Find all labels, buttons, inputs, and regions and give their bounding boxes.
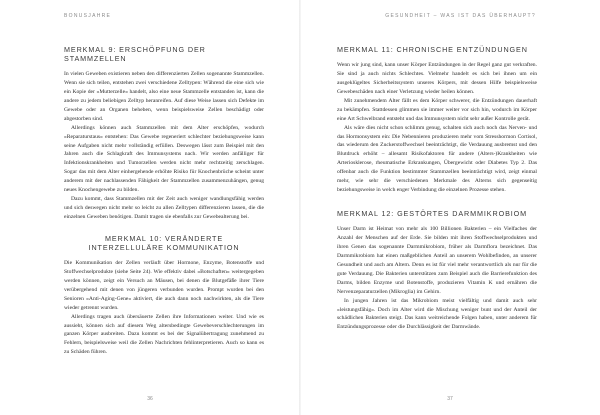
- section-heading-merkmal-12: MERKMAL 12: GESTÖRTES DARMMIKROBIOM: [337, 209, 528, 219]
- heading-line: INTERZELLULÄRE KOMMUNIKATION: [88, 242, 240, 252]
- section-heading-merkmal-9: MERKMAL 9: ERSCHÖPFUNG DER STAMMZELLEN: [64, 45, 206, 63]
- paragraph: Allerdings tragen auch übersäuerte Zellen ihre Informationen weiter. Und wie es aussieht, können sich auf diesem Weg altersbedingte Gewebeverschlechterungen im ganzen Körper ausbreiten. Dazu kommt es bei der Signalübertragung zunehmend zu Fehlern, beispielsweise weil die Zellen Nachrichten fehlinterpretieren. Auch so kann es zu Schäden führen.: [64, 313, 264, 356]
- paragraph: Allerdings können auch Stammzellen mit dem Alter erschöpfen, wodurch »Reparaturstaus« entstehen: Das Gewebe regeneriert schlechter beziehungsweise kann seine Aufgaben nicht mehr vollständig erfüllen. Deswegen lässt zum Beispiel mit den Jahren auch die Schlagkraft des Immunsystems nach. Wir werden anfälliger für Infektionskrankheiten und Tumorzellen werden nicht mehr rechtzeitig zerschlagen. Sogar das mit dem Alter einhergehende erhöhte Risiko für Knochenbrüche scheint unter anderem mit der nachlassenden Fähigkeit der Stammzellen zusammenzuhängen, genug neues Knochengewebe zu bilden.: [64, 124, 264, 194]
- left-page-content: [64, 32, 264, 357]
- paragraph: Die Kommunikation der Zellen verläuft über Hormone, Enzyme, Botenstoffe und Stoffwechselprodukte (siehe Seite 24). Wie effektiv dabei »Botschaften« weitergegeben werden können, zeigt ein Versuch an Mäusen, bei denen die Blutgefäße ihrer Tiere verübergehend mit denen von jüngeren verbunden wurden. Prompt wurden bei den Senioren »Anti-Aging-Gene« aktiviert, die auch dann noch nachwirkten, als die Tiere wieder getrennt wurden.: [64, 259, 264, 311]
- paragraph: Dazu kommt, dass Stammzellen mit der Zeit auch weniger wandlungsfähig werden und sich deswegen nicht mehr so leicht zu allen Zelltypen differenzieren lassen, die die einzelnen Geweben benötigen. Damit tragen sie ebenfalls zur Gewebealterung bei.: [64, 196, 264, 220]
- paragraph: Unser Darm ist Heimat von mehr als 100 Billionen Bakterien – ein Vielfaches der Anzahl der Menschen auf der Erde. Sie bilden mit ihren Stoffwechselprodukten und ihren Genen das sogenannte Darmmikrobiom, früher als Darmflora bezeichnet. Das Darmmikrobiom hat einen maßgeblichen Anteil an unserem Wohlbefinden, an unserer Gesundheit und auch am Altern. Denn es ist für viel mehr verantwortlich als nur für die gute Verdauung. Die Bakterien unterstützen zum Beispiel auch die Barrierefunktion des Darms, bilden Enzyme und Botenstoffe, produzieren Vitamin K und ernähren die Nervenzeparaturzellen (Mikroglia) im Gehirn.: [337, 226, 537, 295]
- right-page: [300, 0, 600, 415]
- paragraph: Als wäre dies nicht schon schlimm genug, schalten sich auch noch das Nerven- und das Hormonsystem ein: Die Nebennieren produzieren mehr vom Stresshormon Cortisol, das wiederum den Zuckerstoffwechsel beeinträchtigt, die Verdauung ausbremst und den Blutdruck erhöht – allesamt Risikofaktoren für andere (Alters-)Krankheiten wie Arteriosklerose, rheumatische Erkrankungen, Übergewicht oder Diabetes Typ 2. Das offenbar auch die Funktion bestimmter Stammzellen beeinträchtigt wird, zeigt einmal mehr, wie sehr die verschiedenen Merkmale des Alterns sich gegenseitig beziehungsweise in welch enger Verbindung die einzelnen Prozesse stehen.: [337, 124, 537, 194]
- section-heading-merkmal-11: MERKMAL 11: CHRONISCHE ENTZÜNDUNGEN: [337, 45, 528, 54]
- page-number-left: 36: [147, 396, 153, 402]
- section-heading-merkmal-10: [64, 234, 264, 252]
- paragraph: In jungen Jahren ist das Mikrobiom meist vielfältig und damit auch sehr »leistungsfähig«. Doch im Alter wird die Mischung weniger bunt und der Anteil der schädlichen Bakterien steigt. Das kann weitreichende Folgen haben, unter anderem für Entzündungsprozesse oder die Durchlässigkeit der Darmwände.: [337, 297, 537, 331]
- right-page-content: [337, 32, 537, 332]
- paragraph: Mit zunehmendem Alter fällt es dem Körper schwerer, die Entzündungen dauerhaft zu bekämpfen. Stattdessen glimmen sie immer weiter vor sich hin, wodurch im Körper eine Art Schwelbrand entsteht und das Immunsystem nicht sehr außer Kontrolle gerät.: [337, 97, 537, 122]
- page-number-right: 37: [447, 396, 453, 402]
- paragraph: In vielen Geweben existieren neben den differenzierten Zellen sogenannte Stammzellen. Wenn sie sich teilen, entstehen zwei verschiedene Zelltypen: Während die eine sich wie ein Kopie der »Mutterzelle« handelt, also eine neue Stammzelle entstanden ist, kann die andere zu jedem beliebigen Zelltyp heranreifen. Auf diese Weise lassen sich Defekte im Gewebe oder an Organen beheben, wenn beispielsweise Zellen beschädigt oder abgestorben sind.: [64, 71, 264, 122]
- running-head-right: GESUNDHEIT – WAS IST DAS ÜBERHAUPT?: [385, 13, 536, 19]
- paragraph: Wenn wir jung sind, kann unser Körper Entzündungen in der Regel ganz gut verkraften. Sie sind ja auch nichts Schlechtes. Vielmehr handelt es sich bei ihnen um ein ausgeklügeltes Sicherheitssystem unseres Körpers, mit dessen Hilfe beispielsweise Gewebeschäden nach einer Verletzung wieder heilen können.: [337, 62, 537, 95]
- running-head-left: BONUSJAHRE: [64, 13, 112, 19]
- heading-line: MERKMAL 10: VERÄNDERTE: [104, 233, 224, 243]
